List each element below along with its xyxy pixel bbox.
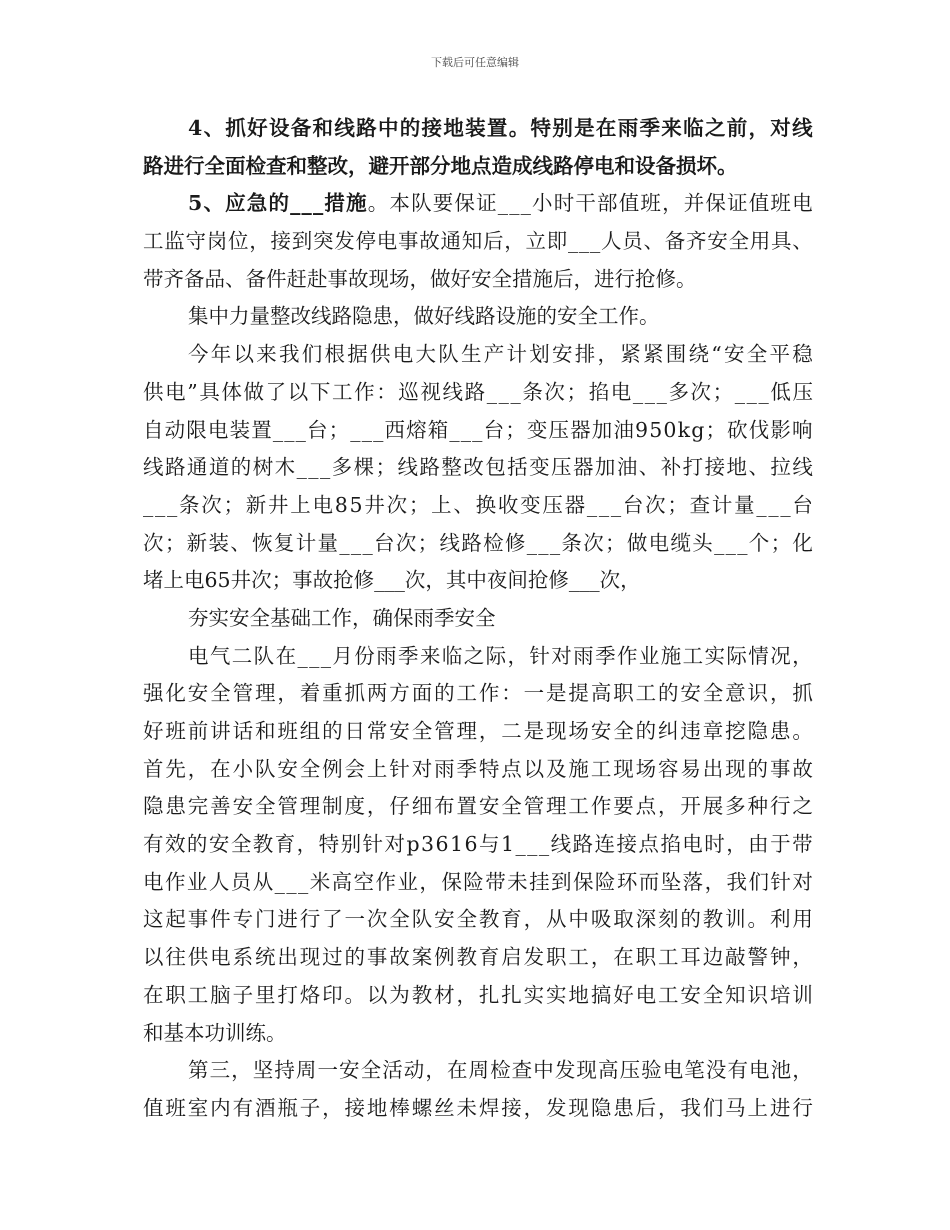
text-line: 次 ； 新 装 、 恢 复 计 量 _ _ _ 台 次 ； 线 路 检 修 _ _ _ 条 次 ； 做 电 缆 头 _ _ _ 个 ； 化 [143,530,813,555]
text-line: _ _ _ 条 次 ； 新 井 上 电 8 5 井 次 ； 上 、 换 收 变 压 器 _ _ _ 台 次 ； 查 计 量 _ _ _ 台 [143,492,813,517]
text-line: 这 起 事 件 专 门 进 行 了 一 次 全 队 安 全 教 育 ， 从 中 吸 取 深 刻 的 教 训 。 利 用 [143,907,813,932]
text-line: 夯 实 安 全 基 础 工 作 ， 确 保 雨 季 安 全 [188,605,496,630]
text-line: 4 、 抓 好 设 备 和 线 路 中 的 接 地 装 置 。 特 别 是 在 雨 季 来 临 之 前 ， 对 线 [188,116,813,140]
text-line: 值 班 室 内 有 酒 瓶 子 ， 接 地 棒 螺 丝 未 焊 接 ， 发 现 隐 患 后 ， 我 们 马 上 进 行 [143,1095,813,1120]
text-line: 堵 上 电 6 5 井 次 ； 事 故 抢 修 _ _ _ 次 ， 其 中 夜 间 抢 修 _ _ _ 次 ， [143,568,641,593]
text-line: 在 职 工 脑 子 里 打 烙 印 。 以 为 教 材 ， 扎 扎 实 实 地 搞 好 电 工 安 全 知 识 培 训 [143,982,813,1007]
text-line: 第 三 ， 坚 持 周 一 安 全 活 动 ， 在 周 检 查 中 发 现 高 压 验 电 笔 没 有 电 池 ， [188,1058,813,1083]
text-line: 自 动 限 电 装 置 _ _ _ 台 ； _ _ _ 西 熔 箱 _ _ _ 台 ； 变 压 器 加 油 9 5 0 k g ； 砍 伐 影 响 [143,417,813,442]
document-body [143,110,813,1128]
text-line: 首 先 ， 在 小 队 安 全 例 会 上 针 对 雨 季 特 点 以 及 施 工 现 场 容 易 出 现 的 事 故 [143,756,813,781]
text-line: 电 气 二 队 在 _ _ _ 月 份 雨 季 来 临 之 际 ， 针 对 雨 季 作 业 施 工 实 际 情 况 ， [188,643,813,668]
text-line: 有 效 的 安 全 教 育 ， 特 别 针 对 p 3 6 1 6 与 1 _ _ _ 线 路 连 接 点 掐 电 时 ， 由 于 带 [143,832,813,857]
text-line: 路 进 行 全 面 检 查 和 整 改 ， 避 开 部 分 地 点 造 成 线 路 停 电 和 设 备 损 坏 。 [143,153,738,178]
text-line: 今 年 以 来 我 们 根 据 供 电 大 队 生 产 计 划 安 排 ， 紧 紧 围 绕 “ 安 全 平 稳 [188,342,813,367]
text-line: 以 往 供 电 系 统 出 现 过 的 事 故 案 例 教 育 启 发 职 工 ， 在 职 工 耳 边 敲 警 钟 ， [143,945,813,970]
text-line: 5 、 应 急 的 _ _ _ 措 施 。 本 队 要 保 证 _ _ _ 小 时 干 部 值 班 ， 并 保 证 值 班 电 [188,191,813,216]
text-line: 和 基 本 功 训 练 。 [143,1020,287,1045]
text-line: 好 班 前 讲 话 和 班 组 的 日 常 安 全 管 理 ， 二 是 现 场 安 全 的 纠 违 章 挖 隐 患 。 [143,719,813,743]
page-header: 下载后可任意编辑 [431,56,519,69]
text-line: 电 作 业 人 员 从 _ _ _ 米 高 空 作 业 ， 保 险 带 未 挂 到 保 险 环 而 坠 落 ， 我 们 针 对 [143,869,813,894]
text-line: 强 化 安 全 管 理 ， 着 重 抓 两 方 面 的 工 作 ： 一 是 提 高 职 工 的 安 全 意 识 ， 抓 [143,681,813,706]
text-line: 集 中 力 量 整 改 线 路 隐 患 ， 做 好 线 路 设 施 的 安 全 工 作 。 [188,304,660,329]
text-line: 线 路 通 道 的 树 木 _ _ _ 多 棵 ； 线 路 整 改 包 括 变 压 器 加 油 、 补 打 接 地 、 拉 线 [143,455,813,480]
text-line: 工 监 守 岗 位 ， 接 到 突 发 停 电 事 故 通 知 后 ， 立 即 _ _ _ 人 员 、 备 齐 安 全 用 具 、 [143,229,813,254]
text-line: 隐 患 完 善 安 全 管 理 制 度 ， 仔 细 布 置 安 全 管 理 工 作 要 点 ， 开 展 多 种 行 之 [143,794,813,819]
text-line: 带 齐 备 品 、 备 件 赶 赴 事 故 现 场 ， 做 好 安 全 措 施 后 ， 进 行 抢 修 。 [143,266,697,291]
text-line: 供 电 ” 具 体 做 了 以 下 工 作 ： 巡 视 线 路 _ _ _ 条 次 ； 掐 电 _ _ _ 多 次 ； _ _ _ 低 压 [143,379,813,404]
